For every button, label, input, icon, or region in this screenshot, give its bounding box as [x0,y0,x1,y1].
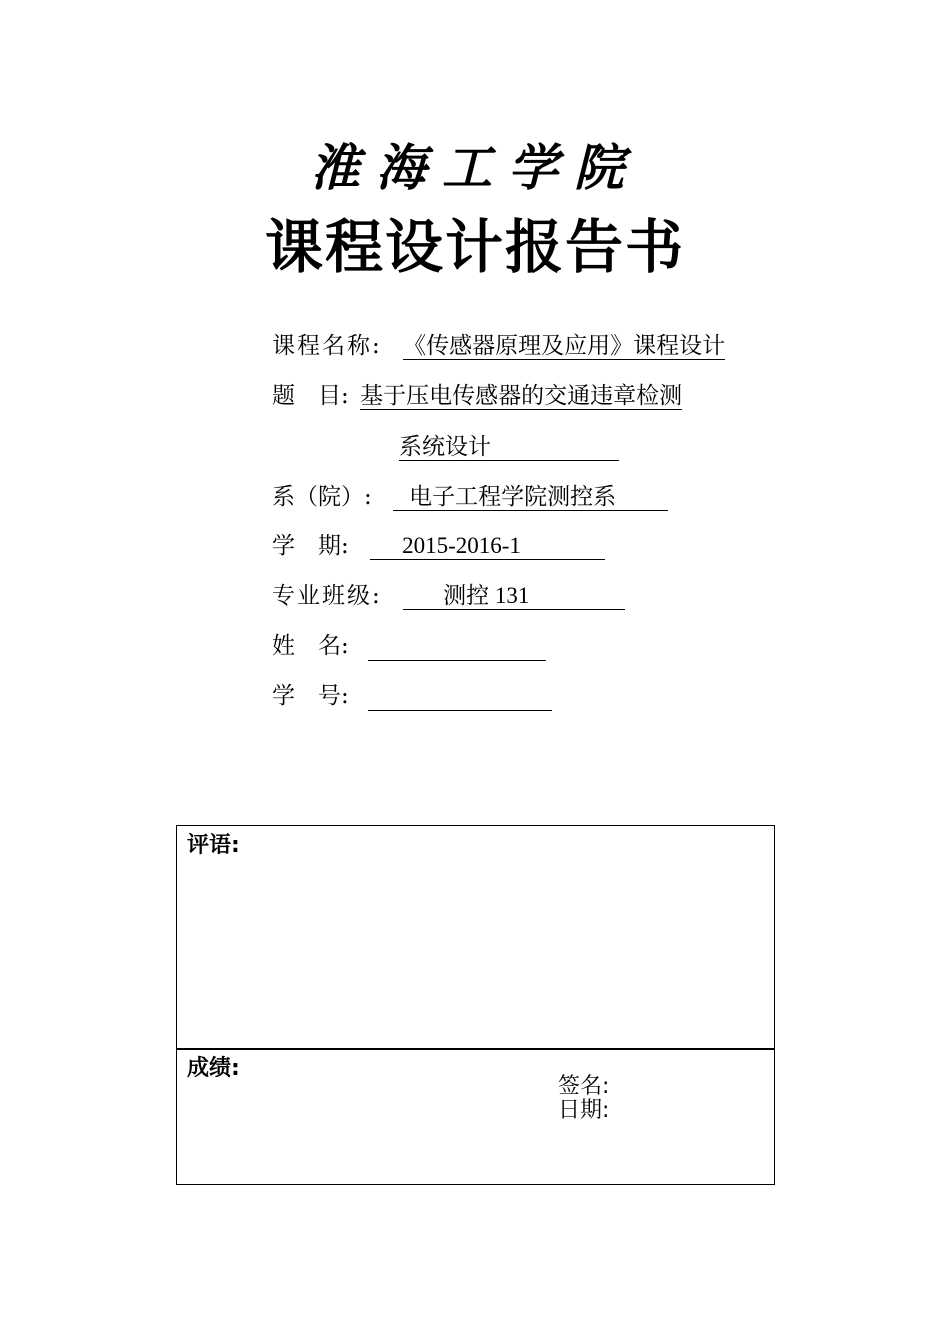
term-value: 2015-2016-1 [370,533,605,560]
student-id-row [272,681,552,711]
date-label: 日期: [558,1098,610,1123]
class-label: 专业班级: [272,583,382,609]
topic-row-2 [399,432,619,462]
department-label: 系（院）: [272,484,372,510]
term-label: 学 期: [272,533,349,559]
topic-label: 题 目: [272,383,349,409]
student-id-value [368,684,552,711]
course-label: 课程名称: [272,333,382,359]
term-row [272,531,605,561]
signature-label: 签名: [558,1074,610,1099]
department-row [272,482,668,512]
class-value: 测控 131 [403,583,625,610]
comment-box [176,825,775,1050]
student-name-value [368,634,546,661]
grade-box [176,1048,775,1185]
topic-value-line2: 系统设计 [399,434,619,461]
class-row [272,581,625,611]
topic-row [272,381,682,411]
grade-label: 成绩: [187,1056,240,1081]
comment-label: 评语: [187,833,240,858]
course-value: 《传感器原理及应用》课程设计 [403,333,726,358]
course-row [272,331,725,361]
document-title: 课程设计报告书 [264,213,685,281]
student-name-label: 姓 名: [272,633,349,659]
school-name: 淮海工学院 [310,138,640,197]
topic-value-line1: 基于压电传感器的交通违章检测 [360,383,683,408]
student-id-label: 学 号: [272,683,349,709]
department-value: 电子工程学院测控系 [393,484,668,511]
student-name-row [272,631,546,661]
